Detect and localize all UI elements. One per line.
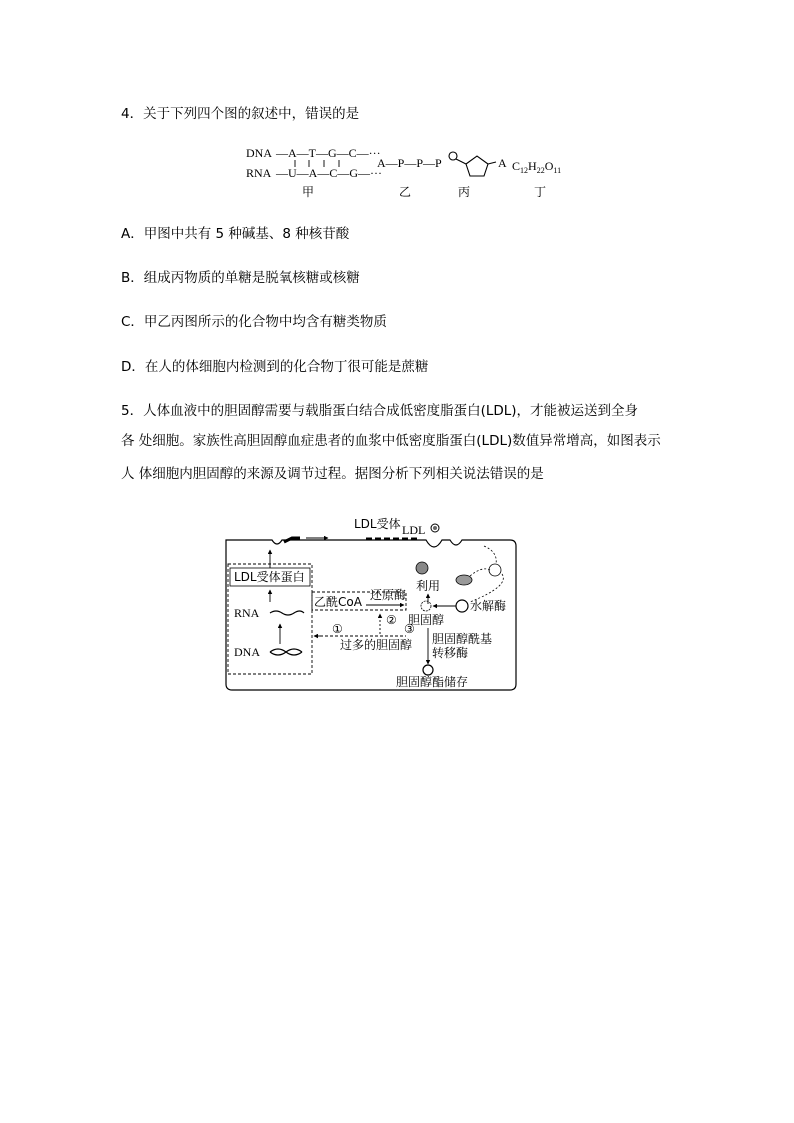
cholesterol-icon (421, 601, 431, 611)
ester-storage-label: 胆固醇酯储存 (396, 675, 469, 689)
acyltransferase-label-1: 胆固醇酰基 (432, 632, 493, 646)
q4-figure (240, 142, 560, 200)
nucleotide-base: A (498, 156, 507, 170)
nucleotide-structure (449, 152, 496, 176)
dna-double-helix-icon (270, 649, 302, 655)
recycle-path-3 (484, 546, 496, 564)
label-3: ③ (404, 622, 415, 636)
lysosome-icon (456, 575, 472, 585)
recycle-path-2 (470, 574, 503, 602)
cholesterol-label: 胆固醇 (408, 613, 445, 627)
dna-sequence: —A—T—G—C—··· (276, 146, 381, 160)
label-2: ② (386, 613, 397, 627)
caption-bing: 丙 (458, 185, 471, 199)
reductase-label: 还原酶 (370, 588, 407, 602)
option-a: A．甲图中共有 5 种碱基、8 种核苷酸 (121, 226, 350, 242)
rna-label: RNA (234, 606, 260, 620)
recycle-path (470, 569, 490, 576)
caption-ding: 丁 (534, 185, 547, 199)
ester-droplet-icon (423, 665, 433, 675)
rna-label: RNA (246, 166, 272, 180)
use-label: 利用 (416, 579, 441, 593)
q5-figure (220, 514, 520, 694)
rna-strand-icon (270, 611, 304, 615)
acetyl-coa-label: 乙酰CoA (314, 595, 362, 609)
caption-yi: 乙 (399, 185, 412, 199)
question-4-stem: 4．关于下列四个图的叙述中，错误的是 (121, 106, 360, 122)
hydrolase-label: 水解酶 (470, 599, 507, 613)
rna-sequence: —U—A—C—G—··· (276, 166, 382, 180)
label-1: ① (332, 622, 343, 636)
option-d: D．在人的体细胞内检测到的化合物丁很可能是蔗糖 (121, 359, 429, 375)
ldl-core-icon (433, 526, 437, 530)
excess-cholesterol-label: 过多的胆固醇 (340, 638, 413, 652)
ldl-receptor-label: LDL受体 (354, 517, 401, 531)
recycle-vesicle-icon (489, 564, 501, 576)
hydrolase-icon (456, 600, 468, 612)
acyltransferase-label-2: 转移酶 (432, 646, 469, 660)
sucrose-formula: $C_{12}H_{22}O_{11}$ (512, 159, 562, 175)
cell-membrane (226, 540, 516, 690)
ldl-receptor-protein-label: LDL受体蛋白 (234, 570, 305, 584)
dna-label: DNA (246, 146, 272, 160)
question-5-line-1: 5．人体血液中的胆固醇需要与载脂蛋白结合成低密度脂蛋白(LDL)，才能被运送到全身 (121, 403, 639, 419)
atp-formula: A—P—P—P (377, 156, 442, 170)
option-c: C．甲乙丙图所示的化合物中均含有糖类物质 (121, 314, 387, 330)
option-b: B．组成丙物质的单糖是脱氧核糖或核糖 (121, 270, 360, 286)
ldl-label: LDL (402, 523, 426, 537)
question-5-line-3: 人 体细胞内胆固醇的来源及调节过程。据图分析下列相关说法错误的是 (121, 466, 544, 482)
caption-jia: 甲 (302, 185, 315, 199)
ldl-vesicle-icon (416, 562, 428, 574)
question-5-line-2: 各 处细胞。家族性高胆固醇血症患者的血浆中低密度脂蛋白(LDL)数值异常增高，如图表示 (121, 433, 661, 449)
dna-label: DNA (234, 645, 260, 659)
